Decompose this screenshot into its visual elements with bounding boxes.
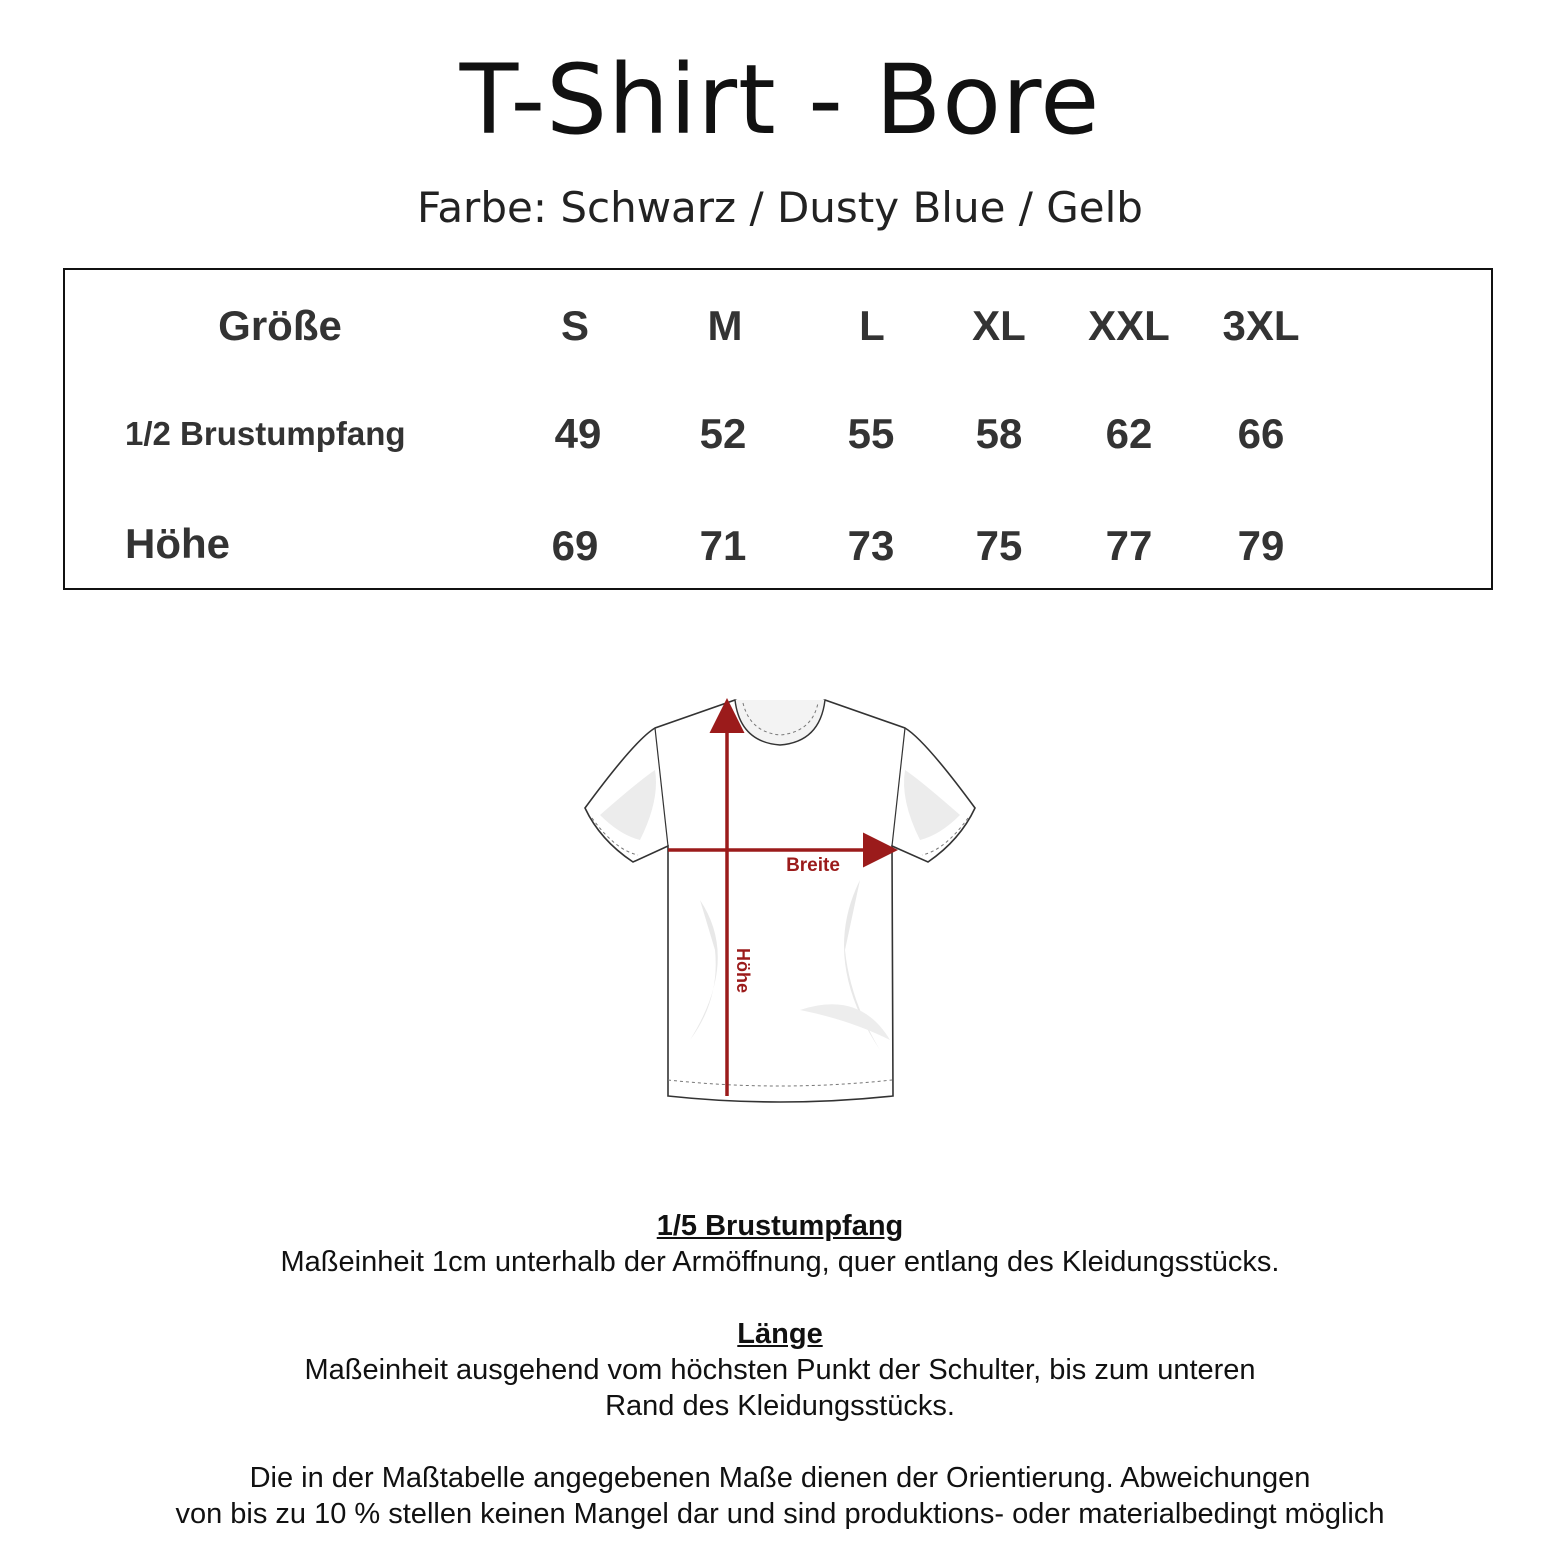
table-cell: 69 [551, 522, 599, 569]
row-label-height: Höhe [125, 520, 230, 567]
table-cell: 66 [1237, 410, 1285, 457]
disclaimer-line2: von bis zu 10 % stellen keinen Mangel dar und sind produktions- oder materialbedingt möglich [175, 1498, 1385, 1530]
table-cell: 79 [1237, 522, 1285, 569]
size-table [63, 268, 1493, 590]
size-header-label: Größe [218, 302, 342, 349]
page-title: T-Shirt - Bore [459, 44, 1101, 156]
length-note-heading: Länge [737, 1318, 823, 1350]
chest-note-heading: 1/5 Brustumpfang [656, 1210, 904, 1242]
tshirt-outline [585, 700, 975, 1102]
length-note-line1: Maßeinheit ausgehend vom höchsten Punkt der Schulter, bis zum unteren [304, 1354, 1256, 1386]
tshirt-diagram [570, 690, 990, 1120]
table-cell: 77 [1105, 522, 1153, 569]
table-cell: 58 [975, 410, 1023, 457]
size-header-3xl: 3XL [1222, 302, 1300, 349]
size-header-xxl: XXL [1088, 302, 1170, 349]
measurement-notes [0, 1208, 1560, 1532]
table-cell: 71 [699, 522, 747, 569]
size-header-m: M [707, 302, 743, 349]
size-header-l: L [859, 302, 885, 349]
length-note-line2: Rand des Kleidungsstücks. [605, 1390, 955, 1422]
row-label-chest: 1/2 Brustumpfang [125, 415, 406, 452]
height-label: Höhe [733, 948, 753, 993]
size-header-xl: XL [972, 302, 1026, 349]
table-cell: 62 [1105, 410, 1153, 457]
table-cell: 73 [847, 522, 895, 569]
width-label: Breite [786, 855, 840, 876]
table-cell: 49 [554, 410, 602, 457]
size-header-s: S [560, 302, 590, 349]
disclaimer-line1: Die in der Maßtabelle angegebenen Maße dienen der Orientierung. Abweichungen [249, 1462, 1311, 1494]
table-cell: 75 [975, 522, 1023, 569]
chest-note-text: Maßeinheit 1cm unterhalb der Armöffnung, quer entlang des Kleidungsstücks. [280, 1246, 1280, 1278]
table-cell: 55 [847, 410, 895, 457]
table-cell: 52 [699, 410, 747, 457]
color-subtitle: Farbe: Schwarz / Dusty Blue / Gelb [417, 183, 1143, 232]
